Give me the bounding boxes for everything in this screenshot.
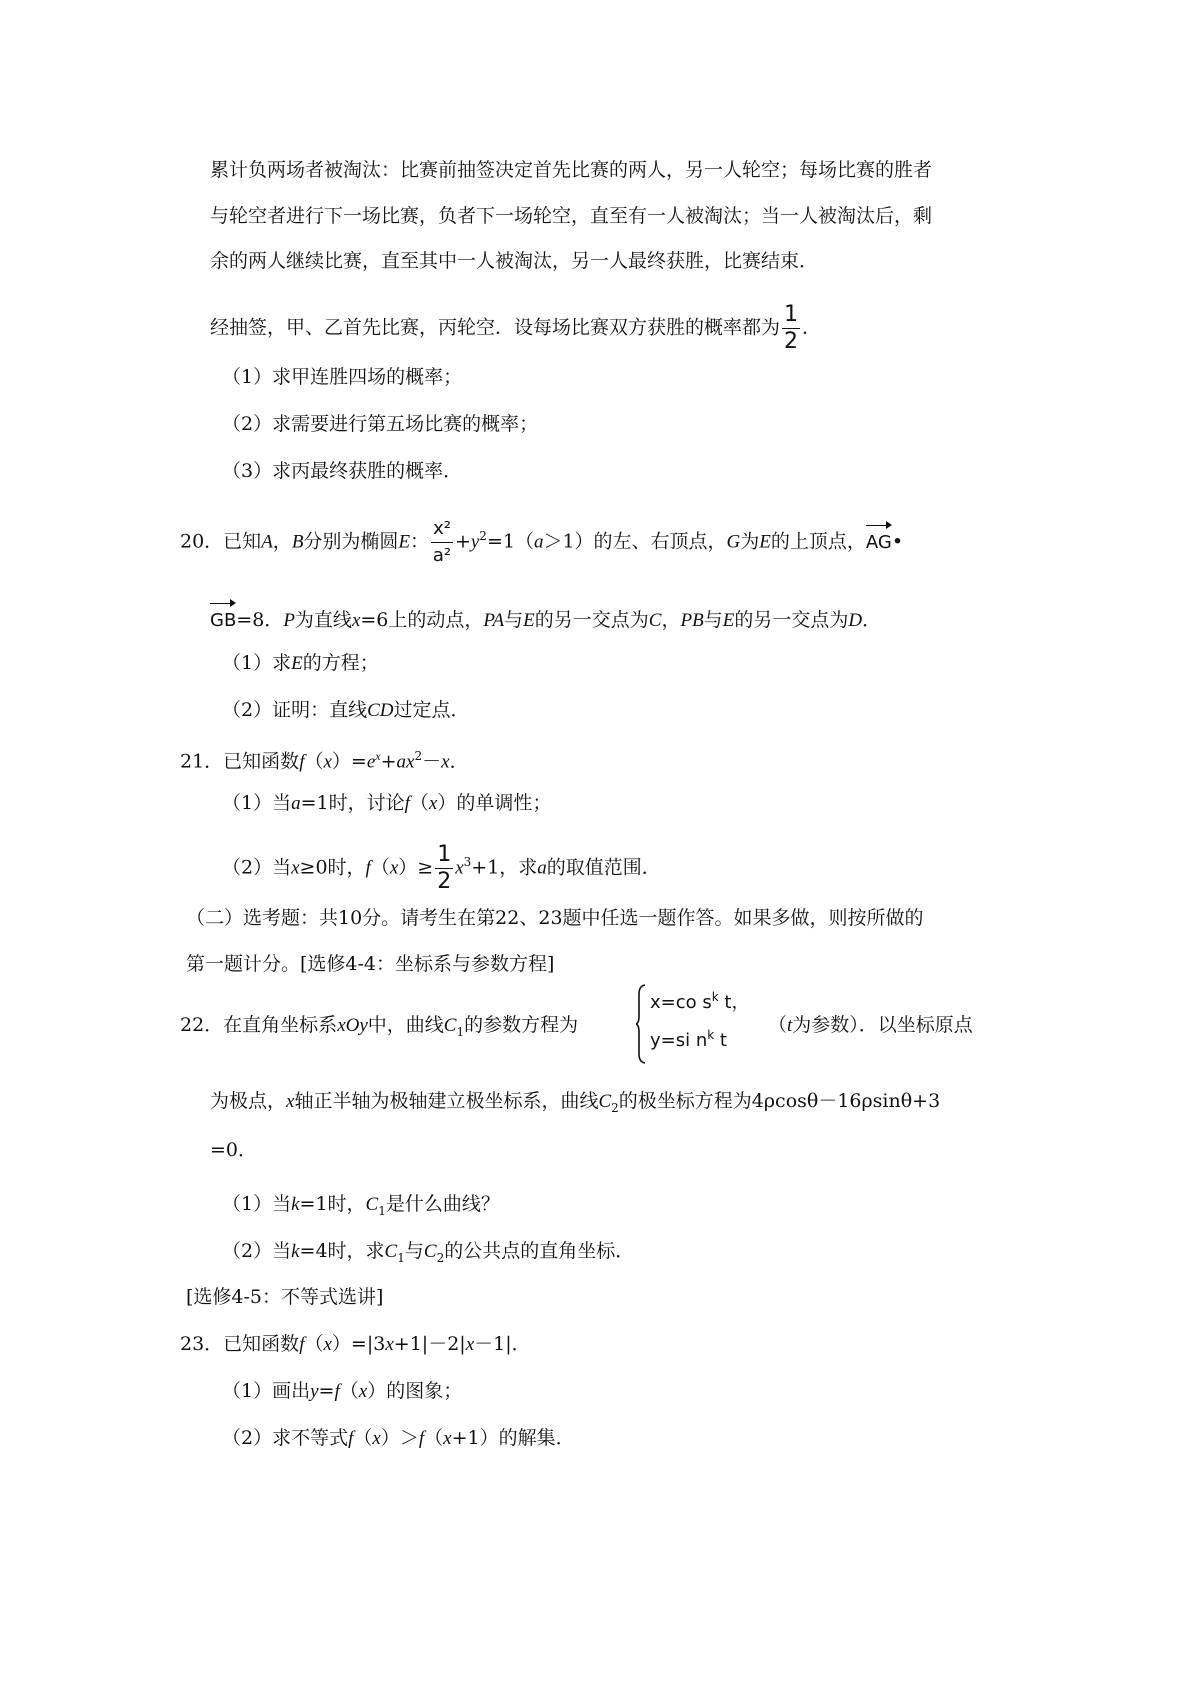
p19-line-2: 与轮空者进行下一场比赛，负者下一场轮空，直至有一人被淘汰；当一人被淘汰后，剩 [210,205,933,227]
p22-q2c: =4时，求 [299,1240,385,1262]
fraction-numerator-2: 1 [437,842,452,867]
fraction-denominator: 2 [784,329,799,354]
p21-q1f: x [428,793,438,814]
p23-q1f: x [358,1381,368,1402]
parametric-system [636,984,766,1064]
p20-l2m: 与 [703,609,723,631]
p23-question-2 [222,1424,575,1453]
sys2: y=si n [650,1030,708,1051]
p23-q2h: x [443,1428,452,1449]
p20-q1b: E [291,653,303,674]
p20-q2c: 过定点． [393,699,470,721]
p22-h: t [787,1015,793,1036]
p23-q1b: y [310,1381,319,1402]
fraction-denominator-2: 2 [437,869,452,894]
p23-a: 23．已知函数 [180,1333,300,1355]
p21-q2e: （ [370,856,390,879]
p21-q1e: （ [409,792,429,814]
parametric-x-equation [650,988,749,1014]
p21-q1g: ）的单调性； [437,792,552,814]
sys1t: t， [718,992,750,1013]
p22-g: （ [768,1014,788,1036]
p21-q2h: x [455,857,464,879]
p20-e: 分别为椭圆 [303,530,399,553]
p20-n: G [726,531,741,553]
p21-j: 2 [414,749,423,763]
section-2-line-1: （二）选考题：共10分。请考生在第22、23题中任选一题作答。如果多做，则按所做的 [186,907,924,929]
p20-q: 的上顶点， [770,530,866,553]
p22-q1a: （1）当 [222,1193,292,1215]
p21-line-1 [180,742,469,776]
p21-q1d: f [404,793,410,814]
vector-gb: GB [210,601,236,635]
p22-line-3: =0． [210,1139,258,1161]
p22-q2b: k [291,1241,300,1262]
p21-f: e [366,751,376,773]
left-brace-icon [636,984,646,1064]
p20-l2h: E [523,610,535,631]
p20-l2o: 的另一交点为 [734,609,849,631]
ellipse-numerator: x² [431,516,453,543]
p20-l: a [533,531,544,553]
sys2k: k [707,1028,715,1042]
p20-l2b: P [283,610,295,631]
p21-q2b: x [291,857,300,879]
p20-b: A [261,531,273,553]
sys1k: k [711,990,719,1004]
p21-l: x [441,751,450,773]
section-3-heading: [选修4-5：不等式选讲] [186,1286,384,1308]
p22-question-1 [222,1190,500,1225]
p20-question-1 [222,649,379,678]
p19-question-2: （2）求需要进行第五场比赛的概率； [222,413,539,435]
p20-l2l: PB [680,610,704,631]
p22-line-1-end [768,1011,973,1040]
p23-g: +1|－2| [393,1333,466,1355]
p23-c: （ [304,1333,324,1355]
p20-i: y [470,531,480,553]
p23-q1c: = [318,1380,335,1402]
p23-q2c: （ [353,1427,373,1449]
p21-m: ． [449,750,469,773]
p22-q1c: =1时， [299,1193,366,1215]
p21-question-2 [222,842,661,895]
p22-q1f: 是什么曲线？ [385,1193,500,1215]
p20-q2a: （2）证明：直线 [222,699,368,721]
p21-q2a: （2）当 [222,856,292,879]
p19-line-1: 累计负两场者被淘汰：比赛前抽签决定首先比赛的两人，另一人轮空；每场比赛的胜者 [210,159,933,181]
p20-q1c: 的方程； [302,652,379,674]
p23-i: －1|． [474,1333,531,1355]
p20-l2e: =6上的动点， [360,609,484,631]
p22-q2d: C [384,1241,398,1262]
p20-l2i: 的另一交点为 [534,609,649,631]
p20-f: E [398,531,411,553]
p20-l2g: 与 [504,609,524,631]
p21-q2d: f [365,857,371,879]
p19-question-1: （1）求甲连胜四场的概率； [222,366,463,388]
p22-c: 中，曲线 [367,1014,444,1036]
p21-q2k: a [537,857,547,879]
p20-line-1 [180,516,903,569]
p22-l2b: x [286,1091,295,1112]
p23-line-1 [180,1330,531,1359]
sys2t: t [714,1030,727,1051]
p21-q2f: x [389,857,399,879]
p21-q2g: ）≥ [398,856,434,879]
p20-q1a: （1）求 [222,652,292,674]
p20-c: ， [272,530,292,553]
p20-m: ＞1）的左、右顶点， [543,530,727,553]
p23-h: x [465,1334,475,1355]
p21-k: － [422,750,442,773]
p23-q2a: （2）求不等式 [222,1427,349,1449]
p20-g: ： [410,530,430,553]
p22-q2a: （2）当 [222,1240,292,1262]
p22-q1d: C [365,1194,379,1215]
p21-q1b: a [291,793,301,814]
p22-l2f: 的极坐标方程为4ρcosθ－16ρsinθ+3 [618,1090,941,1112]
p21-b: f [299,751,305,773]
p23-q2e: ）＞ [380,1427,419,1449]
p21-question-1 [222,789,551,818]
p22-q1b: k [291,1194,300,1215]
sys1: x=co s [650,992,712,1013]
fraction-numerator: 1 [784,302,799,327]
p22-question-2 [222,1237,634,1272]
p22-q1e: 1 [378,1203,386,1218]
p21-e: ）= [331,750,367,773]
vector-ag: AG [866,523,892,557]
p23-q2i: +1）的解集． [451,1427,575,1449]
p21-d: x [323,751,332,773]
p19-line-4 [210,302,821,355]
p20-h: + [454,530,471,553]
p23-q2f: f [418,1428,425,1449]
p22-f: 的参数方程为 [464,1014,579,1036]
p22-q2e: 1 [397,1250,405,1265]
p23-q2d: x [372,1428,381,1449]
p20-l2j: C [648,610,662,631]
p23-q2b: f [348,1428,354,1449]
p20-l2q: ． [862,609,882,631]
p23-e: ）=|3 [331,1333,386,1355]
p23-q2g: （ [424,1427,444,1449]
p20-q2b: CD [367,700,394,721]
p21-c: （ [304,750,324,773]
p21-a: 21．已知函数 [180,750,300,773]
p21-i: ax [396,751,415,773]
p21-q2j: +1，求 [471,856,538,879]
p22-line-1 [180,1011,578,1046]
p21-g: x [375,749,381,763]
p23-d: x [323,1334,332,1355]
p20-l2n: E [722,610,735,631]
p20-p: E [759,531,771,553]
p20-l2c: 为直线 [294,609,352,631]
p22-l2e: 2 [611,1100,619,1115]
p22-b: xOy [337,1015,368,1036]
parametric-y-equation [650,1028,727,1051]
p20-j: 2 [479,529,487,544]
p20-l2a: =8． [236,609,284,631]
p23-question-1 [222,1377,462,1406]
p21-h: + [380,750,397,773]
p21-q1a: （1）当 [222,792,292,814]
p22-line-2 [210,1087,940,1122]
p21-q2l: 的取值范围． [546,856,661,879]
p22-l2d: C [598,1091,612,1112]
p22-l2a: 为极点， [210,1090,287,1112]
p21-q1c: =1时，讨论 [300,792,405,814]
p23-q1a: （1）画出 [222,1380,311,1402]
ellipse-fraction [431,516,453,569]
p20-d: B [291,531,304,553]
dot-product-symbol: • [891,530,904,553]
p23-q1d: f [334,1381,340,1402]
p23-q1g: ）的图象； [367,1380,463,1402]
p22-q2f: 与 [404,1240,424,1262]
p19-line-4-text: 经抽签，甲、乙首先比赛，丙轮空．设每场比赛双方获胜的概率都为 [210,316,781,339]
p22-i: 为参数）．以坐标原点 [792,1014,973,1036]
half-fraction [782,302,800,355]
p20-line-2 [210,601,881,635]
p22-a: 22．在直角坐标系 [180,1014,338,1036]
half-fraction-2 [435,842,453,895]
p21-q2c: ≥0时， [299,856,366,879]
p19-line-3: 余的两人继续比赛，直至其中一人被淘汰，另一人最终获胜，比赛结束． [210,250,819,272]
p20-a: 20．已知 [180,530,262,553]
p23-f: x [385,1334,394,1355]
p23-b: f [299,1334,305,1355]
p20-l2k: ， [661,609,681,631]
ellipse-denominator: a² [432,545,452,566]
p19-question-3: （3）求丙最终获胜的概率． [222,460,463,482]
p20-question-2 [222,696,470,725]
p22-d: C [443,1015,457,1036]
p22-e: 1 [456,1024,465,1039]
p19-line-4-end: ． [802,316,822,339]
section-2-line-2: 第一题计分。[选修4-4：坐标系与参数方程] [186,953,555,975]
p21-q2i: 3 [463,855,472,870]
p22-q2g: C [423,1241,437,1262]
p20-o: 为 [740,530,760,553]
p20-l2f: PA [483,610,505,631]
p23-q1e: （ [339,1380,359,1402]
p20-l2p: D [848,610,863,631]
p22-q2i: 的公共点的直角坐标． [444,1240,635,1262]
p20-k: =1（ [486,530,534,553]
p22-l2c: 轴正半轴为极轴建立极坐标系，曲线 [294,1090,599,1112]
p20-l2d: x [351,610,361,631]
p22-q2h: 2 [436,1250,445,1265]
